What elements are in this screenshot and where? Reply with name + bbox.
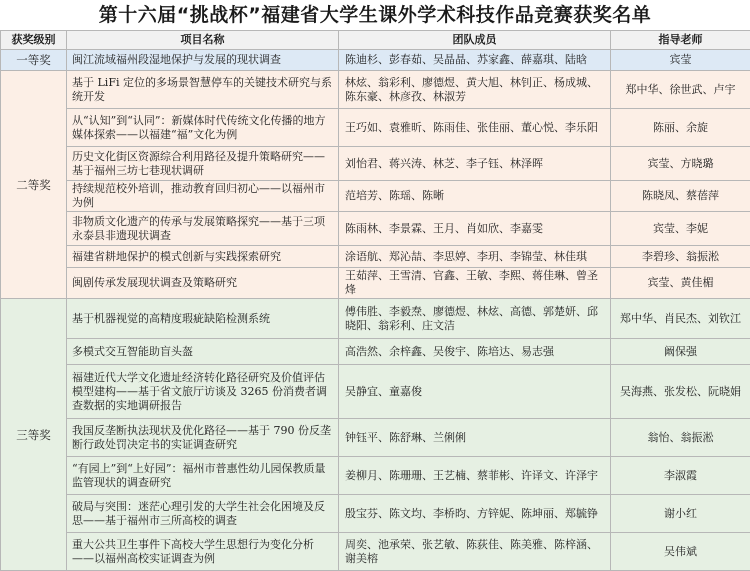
advisor: 宾莹、黄佳楣: [611, 268, 750, 299]
advisor: 郑中华、徐世武、卢宇: [611, 71, 750, 109]
team-members: 范培芳、陈瑶、陈晰: [339, 181, 611, 212]
team-members: 殷宝芬、陈文均、李桥昀、方锌妮、陈坤丽、郑毓铮: [339, 495, 611, 533]
header-level: 获奖级别: [1, 31, 67, 50]
team-members: 吴静宜、童嘉俊: [339, 365, 611, 419]
header-project: 项目名称: [67, 31, 339, 50]
header-team: 团队成员: [339, 31, 611, 50]
project-name: 重大公共卫生事件下高校大学生思想行为变化分析——以福州高校实证调查为例: [67, 533, 339, 571]
team-members: 周奕、池承荣、张艺敏、陈荻佳、陈美雅、陈梓涵、谢美榕: [339, 533, 611, 571]
advisor: 李淑霞: [611, 457, 750, 495]
table-row: [1, 147, 750, 181]
project-name: “有园上”到“上好园”：福州市普惠性幼儿园保教质量监管现状的调查研究: [67, 457, 339, 495]
advisor: 郑中华、肖民杰、刘钦江: [611, 299, 750, 339]
team-members: 钟钰平、陈舒琳、兰俐俐: [339, 419, 611, 457]
header-row: [1, 31, 750, 50]
table-row: [1, 50, 750, 71]
advisor: 宾莹、李妮: [611, 212, 750, 246]
page-title: 第十六届“挑战杯”福建省大学生课外学术科技作品竞赛获奖名单: [0, 0, 750, 30]
award-level-first: 一等奖: [1, 50, 67, 71]
project-name: 多模式交互智能助盲头盔: [67, 339, 339, 365]
project-name: 基于机器视觉的高精度瑕疵缺陷检测系统: [67, 299, 339, 339]
advisor: 吴伟斌: [611, 533, 750, 571]
team-members: 刘怡君、蒋兴涛、林芝、李子钰、林泽晖: [339, 147, 611, 181]
advisor: 宾莹: [611, 50, 750, 71]
award-level-second: 二等奖: [1, 71, 67, 299]
team-members: 高浩然、余梓鑫、吴俊宇、陈培达、易志强: [339, 339, 611, 365]
project-name: 历史文化街区资源综合利用路径及提升策略研究——基于福州三坊七巷现状调研: [67, 147, 339, 181]
advisor: 阚保强: [611, 339, 750, 365]
table-row: [1, 246, 750, 268]
advisor: 吴海燕、张发松、阮晓娟: [611, 365, 750, 419]
team-members: 傅伟胜、李毅焘、廖德煜、林炫、高德、郭楚妍、邱晓阳、翁彩利、庄文洁: [339, 299, 611, 339]
table-row: [1, 181, 750, 212]
team-members: 王巧如、袁雅昕、陈雨佳、张佳丽、董心悦、李乐阳: [339, 109, 611, 147]
project-name: 非物质文化遗产的传承与发展策略探究——基于三项永泰县非遗现状调查: [67, 212, 339, 246]
advisor: 宾莹、方晓璐: [611, 147, 750, 181]
awards-table: [0, 30, 750, 571]
advisor: 谢小红: [611, 495, 750, 533]
team-members: 王茹萍、王雪清、官鑫、王敏、李熙、蒋佳琳、曾圣烽: [339, 268, 611, 299]
team-members: 姜柳月、陈珊珊、王艺楠、蔡菲彬、许译文、许泽宇: [339, 457, 611, 495]
table-row: [1, 212, 750, 246]
table-row: [1, 533, 750, 571]
advisor: 翁怡、翁振淞: [611, 419, 750, 457]
team-members: 陈雨林、李景霖、王月、肖如欣、李嘉雯: [339, 212, 611, 246]
table-row: [1, 339, 750, 365]
team-members: 林炫、翁彩利、廖德煜、黄大旭、林钊正、杨成城、陈东豪、林彦孜、林淑芳: [339, 71, 611, 109]
table-row: [1, 457, 750, 495]
advisor: 陈晓凤、蔡蓓萍: [611, 181, 750, 212]
advisor: 李碧珍、翁振淞: [611, 246, 750, 268]
table-row: [1, 495, 750, 533]
award-level-third: 三等奖: [1, 299, 67, 571]
project-name: 福建近代大学文化遗址经济转化路径研究及价值评估模型建构——基于省文旅厅访谈及 3265 份消费者调查数据的实地调研报告: [67, 365, 339, 419]
project-name: 闽江流域福州段湿地保护与发展的现状调查: [67, 50, 339, 71]
project-name: 福建省耕地保护的模式创新与实践探索研究: [67, 246, 339, 268]
project-name: 闽剧传承发展现状调查及策略研究: [67, 268, 339, 299]
table-row: [1, 268, 750, 299]
team-members: 陈迪杉、彭春茹、吴晶晶、苏家鑫、薛嘉琪、陆晗: [339, 50, 611, 71]
project-name: 持续规范校外培训，推动教育回归初心——以福州市为例: [67, 181, 339, 212]
table-row: [1, 71, 750, 109]
table-row: [1, 419, 750, 457]
header-advisor: 指导老师: [611, 31, 750, 50]
table-row: [1, 365, 750, 419]
advisor: 陈丽、余旋: [611, 109, 750, 147]
project-name: 破局与突围：迷茫心理引发的大学生社会化困境及反思——基于福州市三所高校的调查: [67, 495, 339, 533]
project-name: 基于 LiFi 定位的多场景智慧停车的关键技术研究与系统开发: [67, 71, 339, 109]
project-name: 我国反垄断执法现状及优化路径——基于 790 份反垄断行政处罚决定书的实证调查研究: [67, 419, 339, 457]
table-row: [1, 109, 750, 147]
table-row: [1, 299, 750, 339]
team-members: 涂语航、郑沁喆、李思婷、李玥、李锦莹、林佳琪: [339, 246, 611, 268]
project-name: 从“认知”到“认同”：新媒体时代传统文化传播的地方媒体探索——以福建“福”文化为例: [67, 109, 339, 147]
